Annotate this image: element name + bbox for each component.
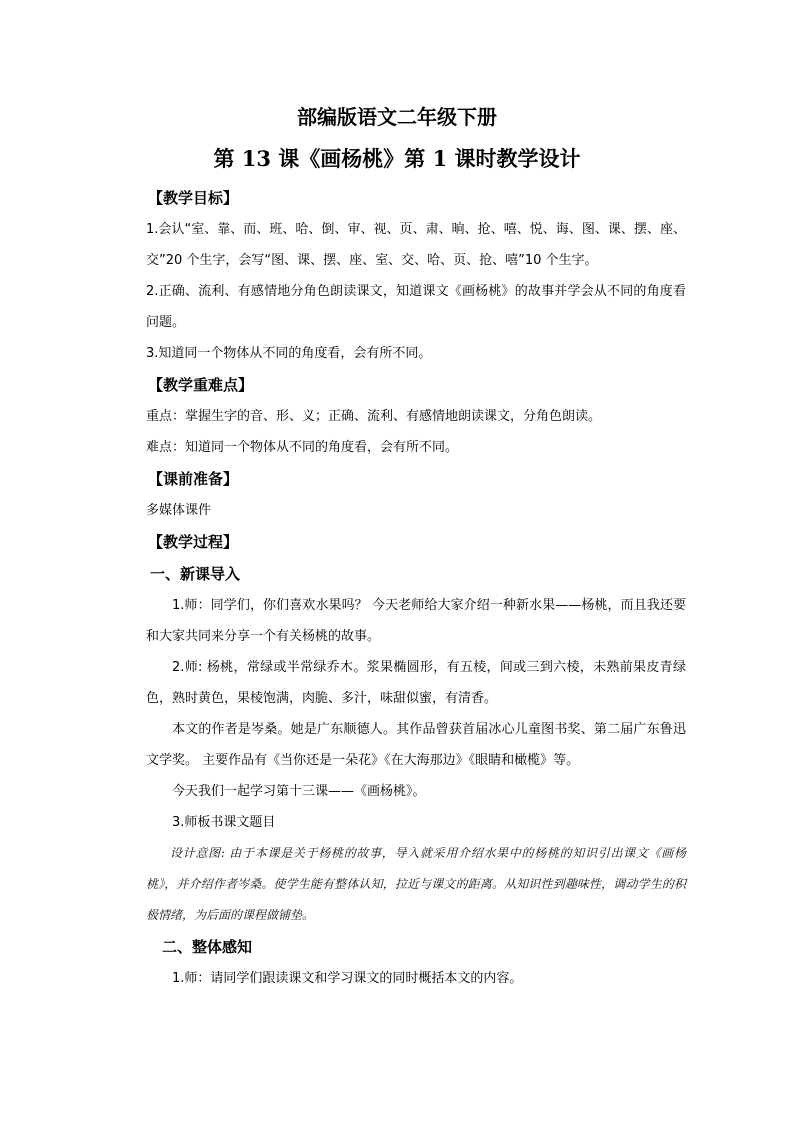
- key-focus: 重点：掌握生字的音、形、义；正确、流利、有感情地朗读课文，分角色朗读。: [146, 409, 602, 424]
- part1-paragraph-5: 3.师板书课文题目: [172, 815, 276, 830]
- preparation-text: 多媒体课件: [146, 503, 212, 518]
- key-difficulty: 难点：知道同一个物体从不同的角度看，会有所不同。: [146, 440, 459, 455]
- part1-title: 一、新课导入: [150, 565, 241, 583]
- preparation-heading: 【课前准备】: [148, 470, 239, 488]
- process-heading: 【教学过程】: [148, 533, 239, 551]
- part2-paragraph-1: 1.师：请同学们跟读课文和学习课文的同时概括本文的内容。: [172, 971, 523, 986]
- part1-paragraph-1: 1.师：同学们，你们喜欢水果吗？ 今天老师给大家介绍一种新水果——杨桃，而且我还要和大家共同来分享一个有关杨桃的故事。: [146, 598, 686, 644]
- part1-paragraph-2: 2.师: 杨桃，常绿或半常绿乔木。浆果椭圆形，有五棱，间或三到六棱，未熟前果皮青绿色，熟时黄色，果棱饱满，肉脆、多汁，味甜似蜜，有清香。: [146, 660, 686, 706]
- objective-item-1: 1.会认“室、靠、而、班、哈、倒、审、视、页、肃、晌、抢、嘻、悦、诲、图、课、摆、座、交”20 个生字，会写“图、课、摆、座、室、交、哈、页、抢、嘻”10 个生字。: [146, 222, 686, 268]
- document-body: [146, 182, 686, 994]
- part2-title: 二、整体感知: [162, 938, 253, 956]
- objective-item-2: 2.正确、流利、有感情地分角色朗读课文，知道课文《画杨桃》的故事并学会从不同的角度看问题。: [146, 284, 686, 330]
- lesson-title: 第 13 课《画杨桃》第 1 课时教学设计: [213, 146, 581, 171]
- objective-item-3: 3.知道同一个物体从不同的角度看，会有所不同。: [146, 346, 432, 361]
- objectives-heading: 【教学目标】: [148, 189, 239, 207]
- design-note: 设计意图: 由于本课是关于杨桃的故事，导入就采用介绍水果中的杨桃的知识引出课文《画杨桃》，并介绍作者岑桑。使学生能有整体认知，拉近与课文的距离。从知识性到趣味性，调动学生的积极情绪，为后面的课程做铺垫。: [146, 846, 686, 922]
- key-points-heading: 【教学重难点】: [148, 376, 254, 394]
- part1-paragraph-3: 本文的作者是岑桑。她是广东顺德人。其作品曾获首届冰心儿童图书奖、第二届广东鲁迅文学奖。 主要作品有《当你还是一朵花》《在大海那边》《眼睛和橄榄》等。: [146, 722, 686, 768]
- part1-paragraph-4: 今天我们一起学习第十三课——《画杨桃》。: [172, 784, 426, 799]
- document-title: 部编版语文二年级下册: [297, 105, 497, 129]
